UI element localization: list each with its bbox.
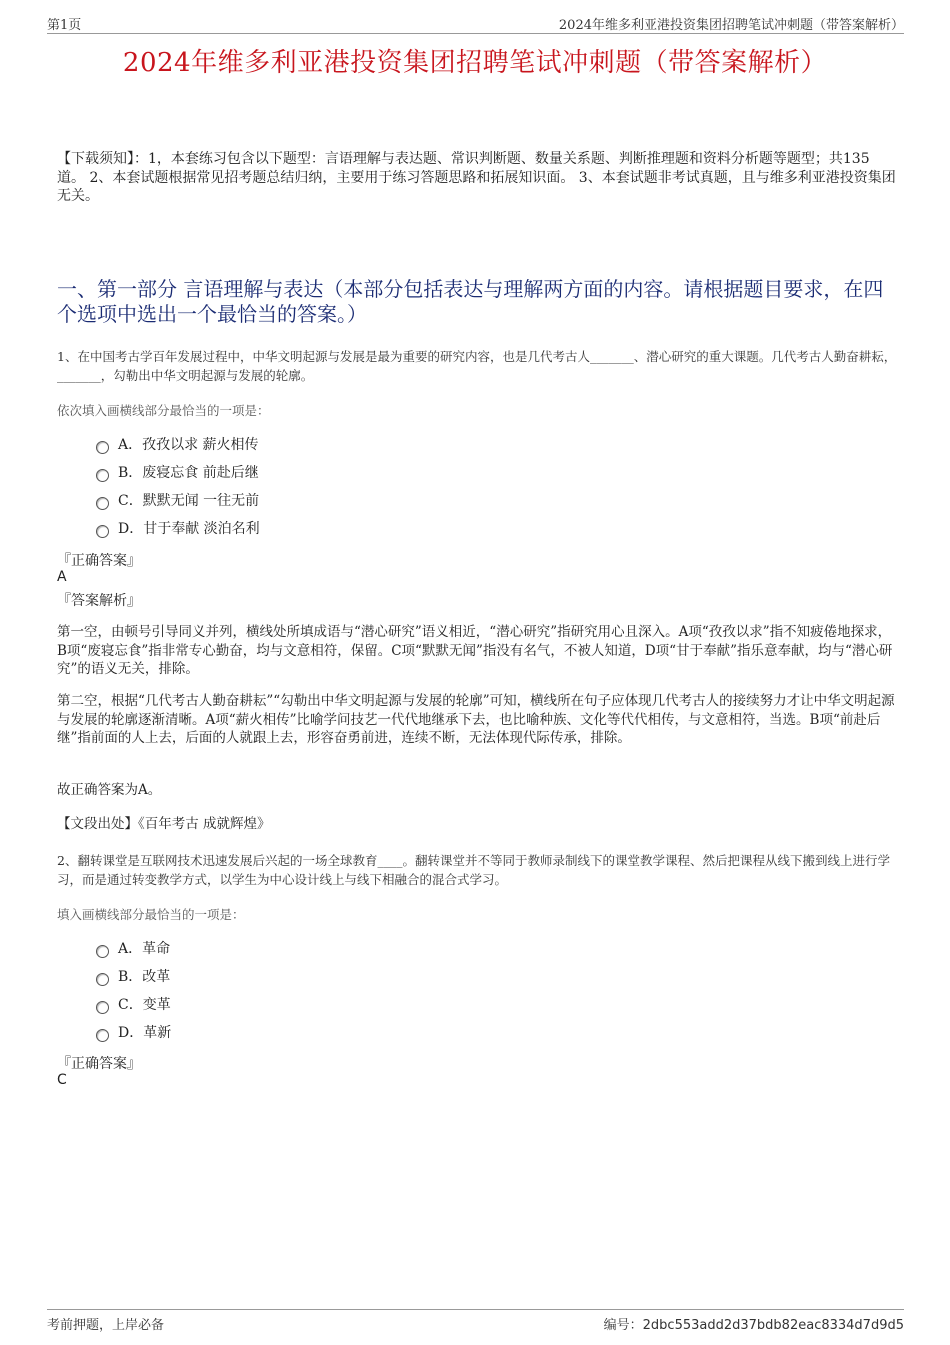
download-notice: 【下载须知】：1，本套练习包含以下题型：言语理解与表达题、常识判断题、数量关系题、判断推理题和资料分析题等题型；共135道。 2、本套试题根据常见招考题总结归纳，主要用于练习答题思路和拓展知识面。 3、本套试题非考试真题，且与维多利亚港投资集团无关。 bbox=[57, 151, 896, 204]
option-label: D．革新 bbox=[118, 1025, 172, 1041]
footer-slogan: 考前押题，上岸必备 bbox=[47, 1318, 165, 1333]
analysis-label: 『答案解析』 bbox=[57, 593, 141, 609]
header-divider bbox=[47, 33, 904, 34]
option-label: D．甘于奉献 淡泊名利 bbox=[118, 521, 260, 537]
correct-answer: C bbox=[57, 1072, 67, 1088]
section-title: 一、第一部分 言语理解与表达（本部分包括表达与理解两方面的内容。请根据题目要求，在四个选项中选出一个最恰当的答案。） bbox=[57, 277, 884, 326]
radio-button[interactable] bbox=[96, 525, 109, 538]
option-label: A．孜孜以求 薪火相传 bbox=[118, 437, 259, 453]
analysis-paragraph: 第二空，根据“几代考古人勤奋耕耘”“勾勒出中华文明起源与发展的轮廓”可知，横线所在句子应体现几代考古人的接续努力才让中华文明起源与发展的轮廓逐渐清晰。A项“薪火相传”比喻学问技艺一代代地继承下去，也比喻种族、文化等代代相传，与文意相符，当选。B项“前赴后继”指前面的人上去，后面的人就跟上去，形容奋勇前进，连续不断，无法体现代际传承，排除。 bbox=[57, 693, 895, 746]
radio-button[interactable] bbox=[96, 1029, 109, 1042]
correct-answer: A bbox=[57, 569, 67, 585]
page-footer bbox=[47, 1314, 904, 1332]
radio-button[interactable] bbox=[96, 945, 109, 958]
question-2-instruction: 填入画横线部分最恰当的一项是： bbox=[57, 907, 245, 922]
code-label: 编号： bbox=[603, 1318, 643, 1333]
source-citation: 【文段出处】《百年考古 成就辉煌》 bbox=[57, 816, 271, 832]
header-doc-title: 2024年维多利亚港投资集团招聘笔试冲刺题（带答案解析） bbox=[558, 18, 904, 33]
correct-answer-label: 『正确答案』 bbox=[57, 1056, 141, 1072]
radio-button[interactable] bbox=[96, 441, 109, 454]
page-number: 第1页 bbox=[47, 18, 82, 33]
document-code bbox=[604, 1314, 904, 1333]
footer-divider bbox=[47, 1309, 904, 1310]
option-label: B．改革 bbox=[118, 969, 171, 985]
code-value: 2dbc553add2d37bdb82eac8334d7d9d5 bbox=[642, 1318, 904, 1333]
analysis-paragraph: 第一空，由顿号引导同义并列，横线处所填成语与“潜心研究”语义相近，“潜心研究”指研究用心且深入。A项“孜孜以求”指不知疲倦地探求，B项“废寝忘食”指非常专心勤奋，均与文意相符，保留。C项“默默无闻”指没有名气，不被人知道，D项“甘于奉献”指乐意奉献，均与“潜心研究”的语义无关，排除。 bbox=[57, 624, 893, 677]
question-1-text: 1、在中国考古学百年发展过程中，中华文明起源与发展是最为重要的研究内容，也是几代考古人_______、潜心研究的重大课题。几代考古人勤奋耕耘，_______，勾勒出中华文明起源与发展的轮廓。 bbox=[57, 349, 897, 383]
radio-button[interactable] bbox=[96, 973, 109, 986]
radio-button[interactable] bbox=[96, 469, 109, 482]
option-label: C．默默无闻 一往无前 bbox=[118, 493, 260, 509]
radio-button[interactable] bbox=[96, 497, 109, 510]
option-label: B．废寝忘食 前赴后继 bbox=[118, 465, 259, 481]
page-header bbox=[47, 14, 904, 32]
question-1-instruction: 依次填入画横线部分最恰当的一项是： bbox=[57, 403, 270, 418]
analysis-conclusion: 故正确答案为A。 bbox=[57, 782, 162, 798]
radio-button[interactable] bbox=[96, 1001, 109, 1014]
option-label: A．革命 bbox=[118, 941, 171, 957]
page-title: 2024年维多利亚港投资集团招聘笔试冲刺题（带答案解析） bbox=[122, 48, 828, 78]
correct-answer-label: 『正确答案』 bbox=[57, 553, 141, 569]
question-2-text: 2、翻转课堂是互联网技术迅速发展后兴起的一场全球教育____。翻转课堂并不等同于教师录制线下的课堂教学课程、然后把课程从线下搬到线上进行学习，而是通过转变教学方式，以学生为中心设计线上与线下相融合的混合式学习。 bbox=[57, 853, 890, 887]
option-label: C．变革 bbox=[118, 997, 171, 1013]
